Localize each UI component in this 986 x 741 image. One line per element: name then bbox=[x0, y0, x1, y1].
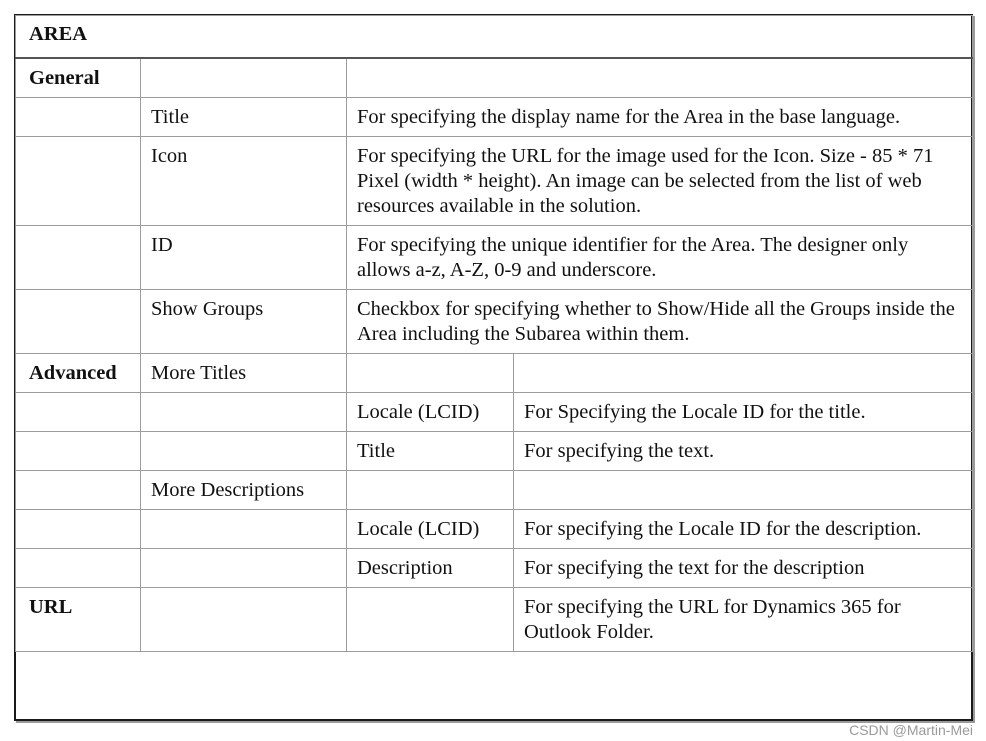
property-description: Checkbox for specifying whether to Show/Hide all the Groups inside the Area including the Subarea within them. bbox=[347, 290, 973, 354]
watermark: CSDN @Martin-Mei bbox=[849, 722, 973, 738]
table-title: AREA bbox=[16, 16, 973, 59]
table-row-description-text bbox=[16, 549, 973, 588]
cell bbox=[16, 226, 141, 290]
table-row-icon bbox=[16, 137, 973, 226]
cell bbox=[347, 58, 973, 98]
sub-property-description: For specifying the Locale ID for the description. bbox=[514, 510, 973, 549]
cell bbox=[141, 432, 347, 471]
cell bbox=[16, 471, 141, 510]
property-name: Icon bbox=[141, 137, 347, 226]
property-description: For specifying the URL for the image used for the Icon. Size - 85 * 71 Pixel (width * height). An image can be selected from the list of web resources available in the solution. bbox=[347, 137, 973, 226]
area-properties-table bbox=[15, 15, 973, 652]
cell bbox=[141, 393, 347, 432]
cell bbox=[347, 588, 514, 652]
property-name: ID bbox=[141, 226, 347, 290]
property-description: For specifying the display name for the Area in the base language. bbox=[347, 98, 973, 137]
cell bbox=[16, 98, 141, 137]
cell bbox=[16, 432, 141, 471]
table-row-title-locale bbox=[16, 393, 973, 432]
cell bbox=[141, 588, 347, 652]
cell bbox=[514, 354, 973, 393]
cell bbox=[16, 393, 141, 432]
section-label-url: URL bbox=[16, 588, 141, 652]
sub-property-name: Description bbox=[347, 549, 514, 588]
cell bbox=[347, 471, 514, 510]
table-row-id bbox=[16, 226, 973, 290]
sub-property-description: For specifying the text. bbox=[514, 432, 973, 471]
table-header-row bbox=[16, 16, 973, 59]
sub-property-description: For Specifying the Locale ID for the title. bbox=[514, 393, 973, 432]
cell bbox=[141, 549, 347, 588]
section-label-general: General bbox=[16, 58, 141, 98]
sub-property-name: Locale (LCID) bbox=[347, 393, 514, 432]
table-row-show-groups bbox=[16, 290, 973, 354]
property-description: For specifying the URL for Dynamics 365 for Outlook Folder. bbox=[514, 588, 973, 652]
sub-property-description: For specifying the text for the description bbox=[514, 549, 973, 588]
table-row-url bbox=[16, 588, 973, 652]
table-row-more-descriptions bbox=[16, 471, 973, 510]
table-row-title bbox=[16, 98, 973, 137]
cell bbox=[16, 290, 141, 354]
property-name: More Descriptions bbox=[141, 471, 347, 510]
cell bbox=[514, 471, 973, 510]
sub-property-name: Title bbox=[347, 432, 514, 471]
cell bbox=[141, 510, 347, 549]
table-row-description-locale bbox=[16, 510, 973, 549]
cell bbox=[16, 510, 141, 549]
cell bbox=[16, 137, 141, 226]
property-name: More Titles bbox=[141, 354, 347, 393]
table-row-more-titles bbox=[16, 354, 973, 393]
cell bbox=[347, 354, 514, 393]
property-description: For specifying the unique identifier for the Area. The designer only allows a-z, A-Z, 0-9 and underscore. bbox=[347, 226, 973, 290]
property-name: Show Groups bbox=[141, 290, 347, 354]
property-name: Title bbox=[141, 98, 347, 137]
cell bbox=[16, 549, 141, 588]
sub-property-name: Locale (LCID) bbox=[347, 510, 514, 549]
table-row-general bbox=[16, 58, 973, 98]
section-label-advanced: Advanced bbox=[16, 354, 141, 393]
table-row-title-text bbox=[16, 432, 973, 471]
cell bbox=[141, 58, 347, 98]
